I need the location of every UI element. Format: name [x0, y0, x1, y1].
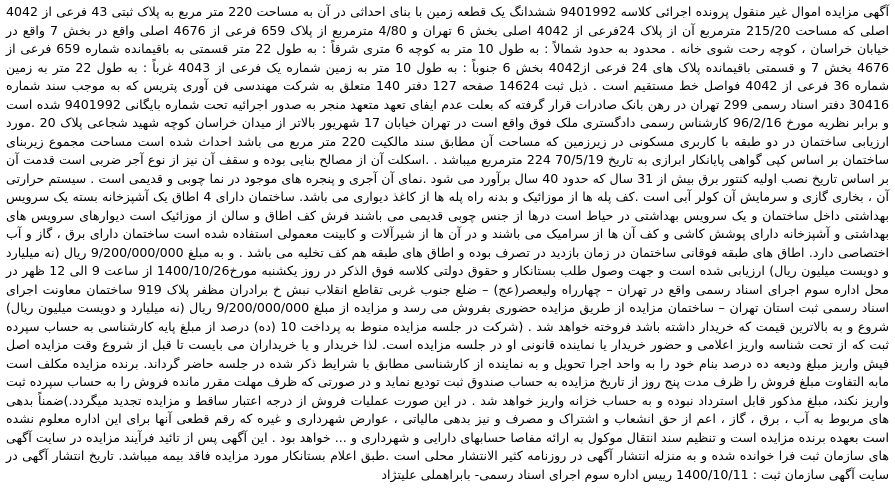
- notice-body-text: آگهی مزایده اموال غیر منقول پرونده اجرائی کلاسه 9401992 ششدانگ یک قطعه زمین با بنای احداثی در آن به مساحت 220 متر مربع به پلاک ثبتی 43 فرعی از 4042 اصلی که مساحت 215/20 مترمربع آن از پلاک 24فرعی از 4042 اصلی بخش 6 تهران و 4/80 مترمربع از پلاک 659 فرعی از 4676 اصلی واقع در بخش 7 واقع در خیابان خراسان ، کوچه رحت شوی خانه . محدود به حدود شمالاً : به طول 10 متر به کوچه 6 متری شرقاً : به طول 22 متر قسمتی به باقیمانده شماره 659 فرعی از 4676 بخش 7 و قسمتی باقیمانده پلاک های 24 فرعی از4042 بخش 6 جنوباً : به طول 10 متر به زمین شماره یک فرعی از 4043 غرباً : به طول 22 متر به زمین شماره 36 فرعی از 4042 فواصل خط مستقیم است . ذیل ثبت 14624 صفحه 127 دفتر 140 متعلق به شرکت مهندسی فن آوری پتریس که به موجب سند شماره 30416 دفتر اسناد رسمی 299 تهران در رهن بانک صادرات قرار گرفته که بعلت عدم ایفای تعهد متعهد منجر به صدور اجرائیه تحت شماره بایگانی 9401992 شده است و برابر نظریه مورخ 96/2/16 کارشناس رسمی دادگستری ملک فوق واقع است در تهران خیابان 17 شهریور بالاتر از میدان خراسان کوچه شهید شجاعی پلاک 20 .مورد ارزیابی ساختمان در دو طبقه با کاربری مسکونی در زیرزمین که مساحت آن مطابق سند مالکیت 220 متر مربع می باشد احداث شده است مساحت مجموع زیربنای ساختمان بر اساس کپی گواهی پایانکار ابرازی به تاریخ 70/5/19 224 مترمربع میباشد . .اسکلت آن از مصالح بنایی بوده و سقف آن نیز از نوع آجر ضربی است قدمت آن بر اساس تاریخ نصب اولیه کنتور برق بیش از 31 سال که حدود 40 سال برآورد می شود .نمای آن آجری و پنجره های موجود در نما چوبی و قدیمی است . سیستم حرارتی آن ، بخاری گازی و سرمایش آن کولر آبی است .کف پله ها از موزائیک و بدنه راه پله ها از کاغذ دیواری می باشد. ساختمان دارای 4 اطاق یک آشپزخانه بسته یک سرویس بهداشتی داخل ساختمان و یک سرویس بهداشتی در حیاط است درها از جنس چوبی قدیمی می باشند فرش کف اطاق و سالن از موزائیک است دیوارهای سرویس های بهداشتی و آشپزخانه دارای پوشش کاشی و کف آن ها از سرامیک می باشند و در آن ها از شیرآلات و کابینت معمولی استفاده شده است ساختمان دارای برق ، گاز و آب اختصاصی دارد. اطاق های طبقه فوقانی ساختمان در زمان بازدید در تصرف بوده و اطاق های طبقه هم کف تخلیه می باشد . و به مبلغ 9/200/000/000 ریال (نه میلیارد و دویست میلیون ریال) ارزیابی شده است و جهت وصول طلب بستانکار و حقوق دولتی کلاسه فوق الذکر در روز یکشنبه مورخ1400/10/26 از ساعت 9 الی 12 ظهر در محل اداره سوم اجرای اسناد رسمی واقع در تهران – چهارراه ولیعصر(عج) – ضلع جنوب غربی تقاطع انقلاب نبش خ برادران مظفر پلاک 919 ساختمان معاونت اجرای اسناد رسمی ثبت استان تهران – ساختمان مزایده از طریق مزایده حضوری بفروش می رسد و مزایده از مبلغ 9/200/000/000 ریال (نه میلیارد و دویست میلیون ریال) شروع و به بالاترین قیمت که خریدار داشته باشد فروخته خواهد شد . (شرکت در جلسه مزایده منوط به پرداخت 10 (ده) درصد از مبلغ پایه کارشناسی به حساب سپرده ثبت که از تحت شناسه واریز اعلامی و حضور خریدار یا نماینده قانونی او در جلسه مزایده است. لذا خریدار و یا خریداران می بایست تا قبل از شروع وقت مزایده اصل فیش واریز مبلغ ودیعه ده درصد بنام خود را به واحد اجرا تحویل و به نماینده از کارشناسی مطابق با شرایط ذکر شده در جلسه حاضر گرداند. برنده مزایده مکلف است مابه التفاوت مبلغ فروش را ظرف مدت پنج روز از تاریخ مزایده به حساب صندوق ثبت تودیع نماید و در صورتی که ظرف مهلت مقرر مانده فروش را به حساب سپرده ثبت واریز نکند، مبلغ مذکور قابل استرداد نبوده و به حساب خزانه واریز خواهد شد . در این صورت عملیات فروش از درجه اعتبار ساقط و مزایده تجدید میگردد.)ضمناً بدهی های مربوط به آب ، برق ، گاز ، اعم از حق انشعاب و اشتراک و مصرف و نیز بدهی مالیاتی ، عوارض شهرداری و غیره که رقم قطعی آنها برای این اداره معلوم نشده است بعهده برنده مزایده است و تنظیم سند انتقال موکول به ارائه مفاصا حسابهای دارایی و شهرداری و ... خواهد بود . این آگهی پس از تائید فرآیند مزایده در سایت آگهی های سازمان ثبت فرا خوانده شده و به منزله انتشار آگهی در روزنامه کثیر الانتشار محلی است .طبق اعلام بستانکار مورد مزایده فاقد بیمه میباشد. تاریخ انتشار آگهی در سایت آگهی سازمان ثبت : 1400/10/11 رییس اداره سوم اجرای اسناد رسمی- بابراهملی علیتژاد: [6, 4, 890, 482]
